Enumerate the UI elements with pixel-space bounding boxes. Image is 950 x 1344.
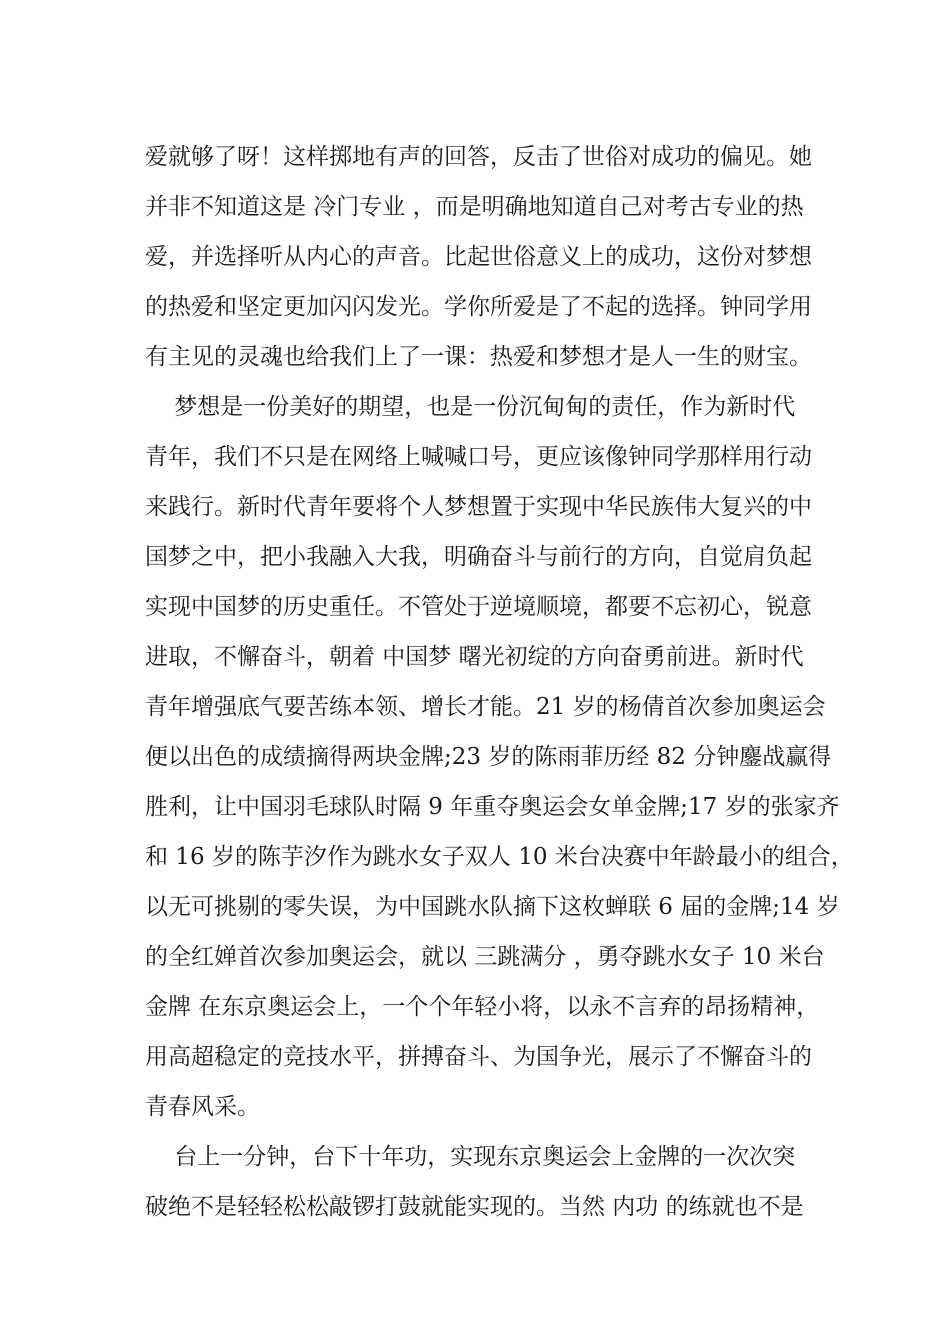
body-text xyxy=(145,132,854,1232)
text-line: 有主见的灵魂也给我们上了一课：热爱和梦想才是人一生的财宝。 xyxy=(145,344,812,370)
text-line: 梦想是一份美好的期望，也是一份沉甸甸的责任，作为新时代 xyxy=(145,394,796,420)
text-line: 爱，并选择听从内心的声音。比起世俗意义上的成功，这份对梦想 xyxy=(145,244,812,270)
text-line: 和 16 岁的陈芋汐作为跳水女子双人 10 米台决赛中年龄最小的组合， xyxy=(145,844,854,870)
text-line: 国梦之中，把小我融入大我，明确奋斗与前行的方向，自觉肩负起 xyxy=(145,544,812,570)
text-line: 破绝不是轻轻松松敲锣打鼓就能实现的。当然 内功 的练就也不是 xyxy=(145,1194,804,1220)
text-line: 青年，我们不只是在网络上喊喊口号，更应该像钟同学那样用行动 xyxy=(145,444,812,470)
text-line: 来践行。新时代青年要将个人梦想置于实现中华民族伟大复兴的中 xyxy=(145,494,812,520)
text-line: 青年增强底气要苦练本领、增长才能。21 岁的杨倩首次参加奥运会 xyxy=(145,694,826,720)
text-line: 进取，不懈奋斗，朝着 中国梦 曙光初绽的方向奋勇前进。新时代 xyxy=(145,644,804,670)
text-line: 青春风采。 xyxy=(145,1094,260,1120)
text-line: 的全红婵首次参加奥运会，就以 三跳满分 ，勇夺跳水女子 10 米台 xyxy=(145,944,825,970)
text-line: 并非不知道这是 冷门专业 ，而是明确地知道自己对考古专业的热 xyxy=(145,194,804,220)
text-line: 台上一分钟，台下十年功，实现东京奥运会上金牌的一次次突 xyxy=(145,1144,796,1170)
text-line: 用高超稳定的竞技水平，拼搏奋斗、为国争光，展示了不懈奋斗的 xyxy=(145,1044,812,1070)
text-line: 便以出色的成绩摘得两块金牌;23 岁的陈雨菲历经 82 分钟鏖战赢得 xyxy=(145,744,832,770)
text-line: 实现中国梦的历史重任。不管处于逆境顺境，都要不忘初心，锐意 xyxy=(145,594,812,620)
text-line: 金牌 在东京奥运会上，一个个年轻小将，以永不言弃的昂扬精神， xyxy=(145,994,820,1020)
text-line: 胜利，让中国羽毛球队时隔 9 年重夺奥运会女单金牌;17 岁的张家齐 xyxy=(145,794,840,820)
text-line: 以无可挑剔的零失误，为中国跳水队摘下这枚蝉联 6 届的金牌;14 岁 xyxy=(145,894,840,920)
text-line: 爱就够了呀！这样掷地有声的回答，反击了世俗对成功的偏见。她 xyxy=(145,144,812,170)
text-line: 的热爱和坚定更加闪闪发光。学你所爱是了不起的选择。钟同学用 xyxy=(145,294,812,320)
